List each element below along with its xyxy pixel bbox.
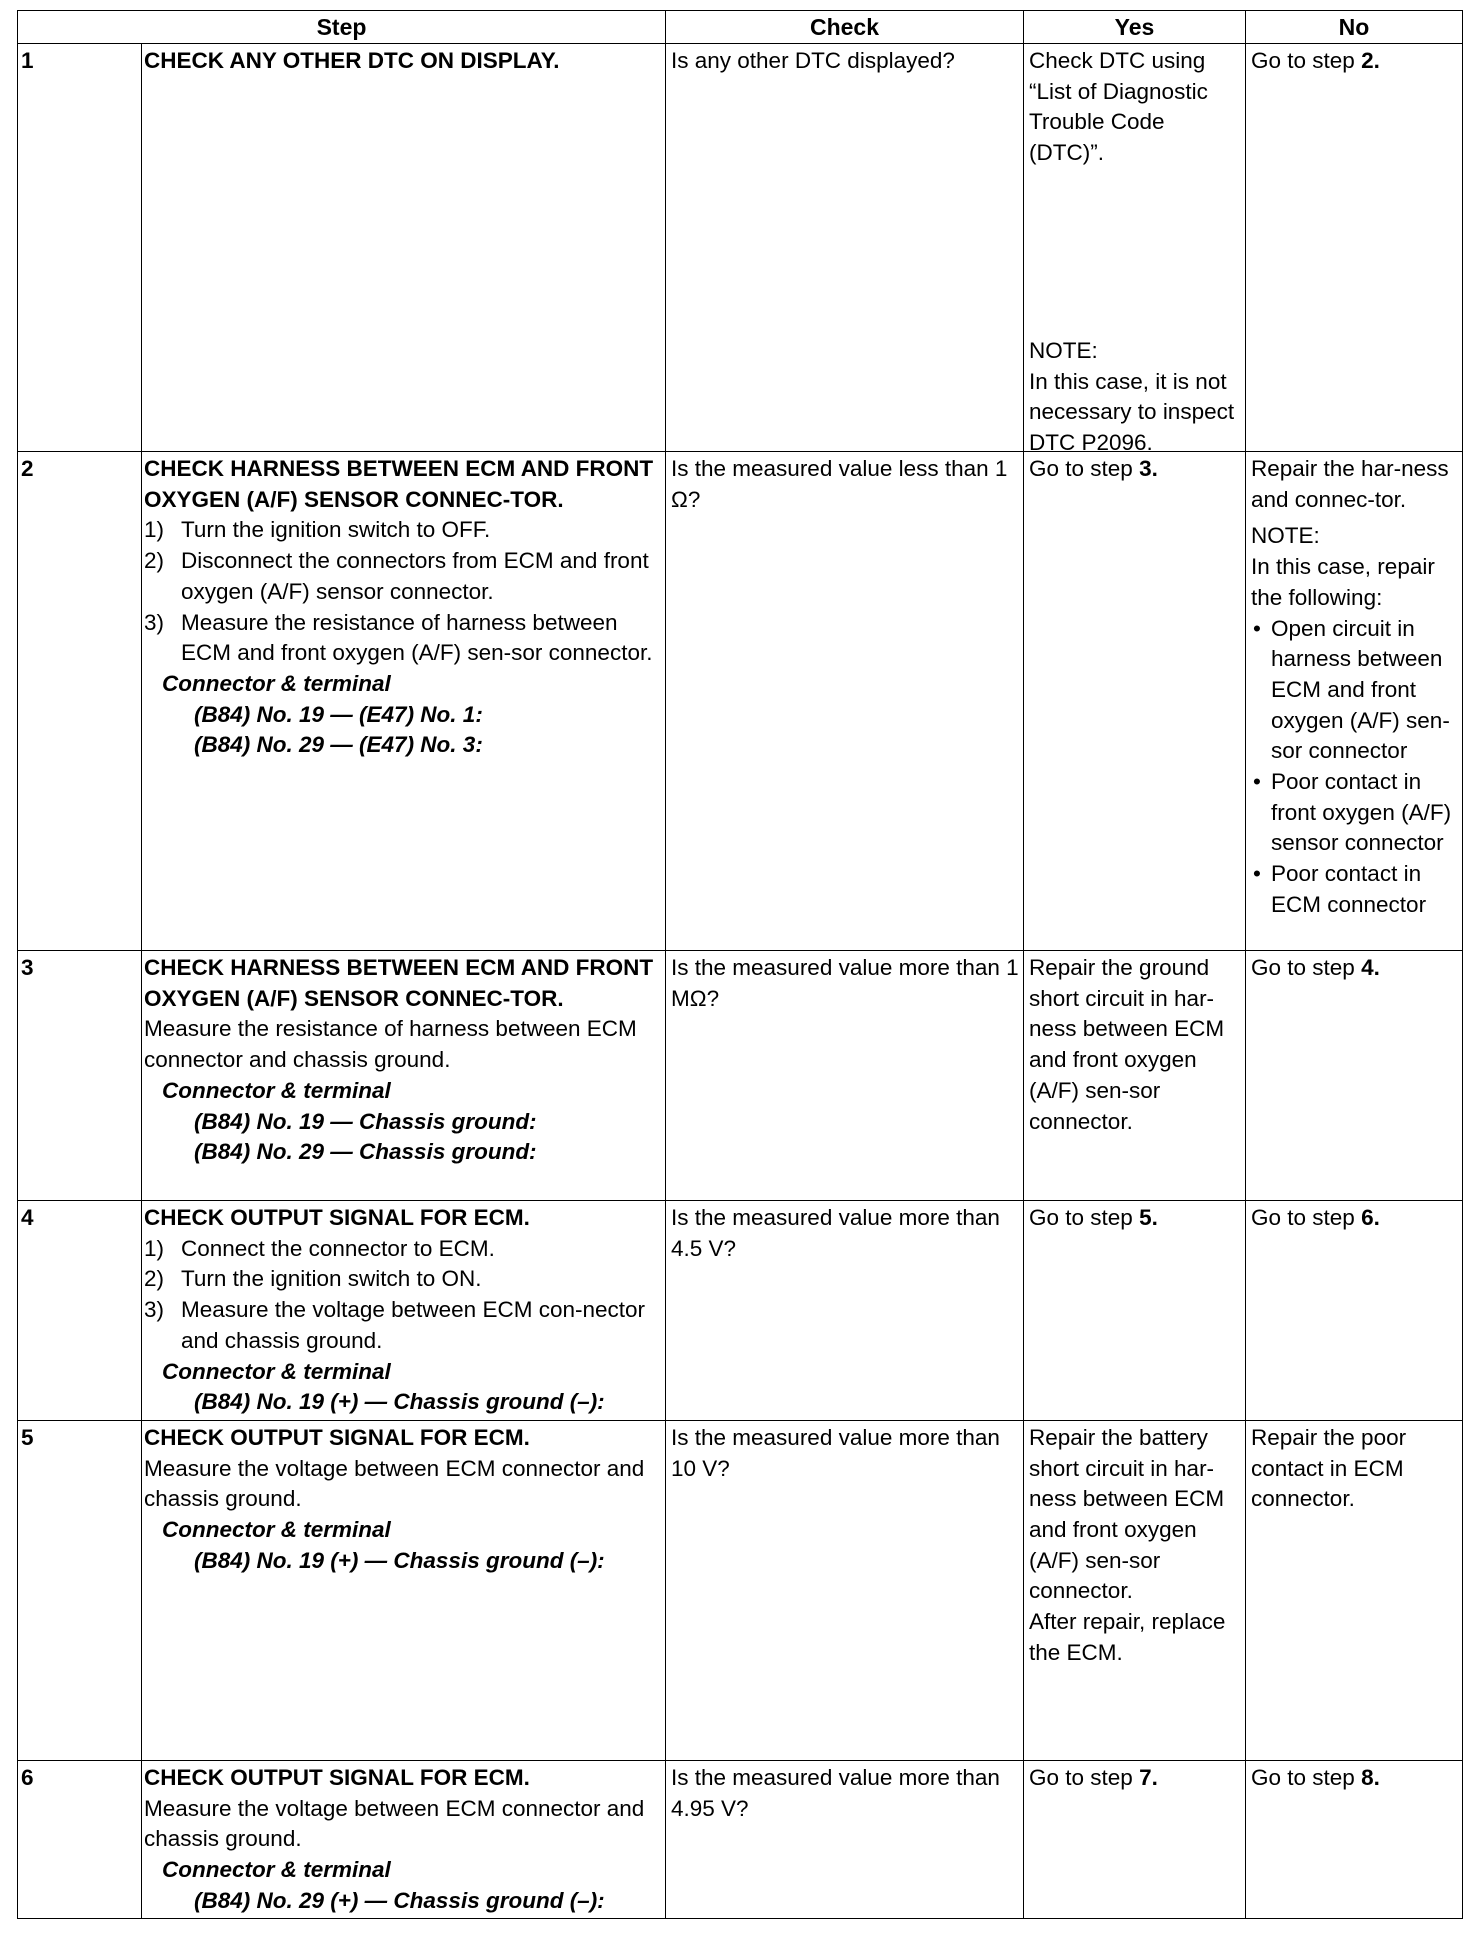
step-cell	[142, 1201, 666, 1421]
bullet-text: Open circuit in harness between ECM and front oxygen (A/F) sen-sor connector	[1271, 615, 1450, 764]
note-label: NOTE:	[1251, 523, 1320, 549]
substep	[144, 1234, 659, 1265]
step-description: Measure the resistance of harness between ECM connector and chassis ground.	[144, 1016, 637, 1073]
connector-label: Connector & terminal	[162, 1517, 391, 1543]
yes-note-block	[1029, 336, 1241, 459]
substep-text: Measure the resistance of harness between ECM and front oxygen (A/F) sen-sor connector.	[181, 609, 653, 666]
check-cell: Is the measured value less than 1 Ω?	[666, 452, 1024, 951]
yes-text: Check DTC using “List of Diagnostic Trouble Code (DTC)”.	[1029, 48, 1208, 166]
substep-text: Measure the voltage between ECM con-nector and chassis ground.	[181, 1297, 645, 1353]
no-cell	[1246, 452, 1463, 951]
substep-text: Turn the ignition switch to ON.	[181, 1266, 482, 1292]
step-cell	[142, 44, 666, 452]
substep	[144, 546, 659, 607]
bullet-item	[1251, 767, 1460, 859]
substep-number: 2)	[144, 1266, 165, 1292]
goto-text: Go to step	[1251, 1764, 1362, 1790]
step-row-5	[18, 1420, 1463, 1760]
substep	[144, 515, 659, 546]
step-title: CHECK OUTPUT SIGNAL FOR ECM.	[144, 1424, 530, 1450]
step-number: 4	[18, 1201, 142, 1421]
header-yes: Yes	[1024, 11, 1246, 44]
yes-cell	[1024, 1420, 1246, 1760]
step-title: CHECK HARNESS BETWEEN ECM AND FRONT OXYGEN (A/F) SENSOR CONNEC-TOR.	[144, 456, 654, 512]
goto-text: Go to step	[1251, 955, 1362, 980]
substep-number: 3)	[144, 1297, 165, 1323]
header-step: Step	[18, 11, 666, 44]
goto-text: Go to step	[1251, 48, 1362, 73]
substep-number: 2)	[144, 548, 165, 574]
connector-label: Connector & terminal	[162, 1857, 391, 1883]
goto-step-ref: 6.	[1361, 1205, 1380, 1230]
connector-label: Connector & terminal	[162, 670, 391, 696]
yes-after-text: After repair, replace the ECM.	[1029, 1609, 1226, 1665]
substep	[144, 608, 659, 669]
yes-cell	[1024, 1760, 1246, 1919]
step-cell	[142, 951, 666, 1201]
substep-list	[144, 1234, 659, 1357]
yes-cell	[1024, 44, 1246, 456]
step-title: CHECK ANY OTHER DTC ON DISPLAY.	[144, 48, 560, 73]
connector-label: Connector & terminal	[162, 1077, 391, 1103]
header-no: No	[1246, 11, 1463, 44]
check-cell: Is any other DTC displayed?	[666, 44, 1024, 452]
step-description: Measure the voltage between ECM connector and chassis ground.	[144, 1795, 645, 1852]
no-cell	[1246, 1760, 1463, 1919]
goto-step-ref: 2.	[1361, 48, 1380, 73]
connector-terminal: (B84) No. 29 — (E47) No. 3:	[194, 732, 483, 758]
yes-cell	[1024, 1201, 1246, 1421]
connector-terminal: (B84) No. 19 (+) — Chassis ground (–):	[194, 1389, 605, 1415]
goto-text: Go to step	[1251, 1205, 1362, 1230]
step-row-3	[18, 951, 1463, 1201]
step-number: 3	[18, 951, 142, 1201]
connector-terminal: (B84) No. 19 — Chassis ground:	[194, 1108, 537, 1134]
substep-text: Turn the ignition switch to OFF.	[181, 517, 491, 543]
step-title: CHECK HARNESS BETWEEN ECM AND FRONT OXYGEN (A/F) SENSOR CONNEC-TOR.	[144, 955, 654, 1011]
note-text: In this case, repair the following:	[1251, 554, 1435, 610]
goto-text: Go to step	[1029, 456, 1140, 481]
goto-text: Go to step	[1029, 1205, 1140, 1230]
bullet-text: Poor contact in ECM connector	[1271, 861, 1427, 917]
step-cell	[142, 1760, 666, 1919]
header-check: Check	[666, 11, 1024, 44]
no-text: Repair the har-ness and connec-tor.	[1251, 456, 1449, 512]
goto-step-ref: 8.	[1361, 1764, 1380, 1790]
connector-terminal: (B84) No. 19 — (E47) No. 1:	[194, 701, 483, 727]
goto-step-ref: 5.	[1139, 1205, 1158, 1230]
substep-number: 3)	[144, 609, 165, 635]
step-row-1	[18, 44, 1463, 452]
yes-cell	[1024, 452, 1246, 951]
yes-cell: Repair the ground short circuit in har-ness between ECM and front oxygen (A/F) sen-sor connector.	[1024, 951, 1246, 1201]
bullet-icon: •	[1253, 769, 1261, 795]
substep-number: 1)	[144, 1235, 165, 1261]
check-cell: Is the measured value more than 10 V?	[666, 1420, 1024, 1760]
step-row-4	[18, 1201, 1463, 1421]
no-cell	[1246, 44, 1463, 452]
substep	[144, 1295, 659, 1356]
bullet-icon: •	[1253, 861, 1261, 887]
goto-step-ref: 3.	[1139, 456, 1158, 481]
check-cell: Is the measured value more than 4.95 V?	[666, 1760, 1024, 1919]
connector-terminal: (B84) No. 29 — Chassis ground:	[194, 1139, 537, 1165]
step-description: Measure the voltage between ECM connector and chassis ground.	[144, 1455, 645, 1512]
goto-step-ref: 4.	[1361, 955, 1380, 980]
substep-number: 1)	[144, 517, 165, 543]
check-cell: Is the measured value more than 4.5 V?	[666, 1201, 1024, 1421]
substep	[144, 1264, 659, 1295]
goto-step-ref: 7.	[1139, 1764, 1158, 1790]
no-cell	[1246, 1201, 1463, 1421]
substep-list	[144, 515, 659, 669]
diagnostic-table	[17, 10, 1463, 1919]
step-row-6	[18, 1760, 1463, 1919]
bullet-item	[1251, 859, 1460, 920]
step-title: CHECK OUTPUT SIGNAL FOR ECM.	[144, 1205, 530, 1230]
no-cell	[1246, 951, 1463, 1201]
connector-label: Connector & terminal	[162, 1358, 391, 1384]
step-cell	[142, 452, 666, 951]
step-number: 5	[18, 1420, 142, 1760]
no-cell: Repair the poor contact in ECM connector.	[1246, 1420, 1463, 1760]
step-number: 6	[18, 1760, 142, 1919]
step-number: 2	[18, 452, 142, 951]
substep-text: Disconnect the connectors from ECM and front oxygen (A/F) sensor connector.	[181, 548, 649, 604]
step-row-2	[18, 452, 1463, 951]
step-cell	[142, 1420, 666, 1760]
yes-text: Repair the battery short circuit in har-ness between ECM and front oxygen (A/F) sen-sor connector.	[1029, 1424, 1225, 1604]
substep-text: Connect the connector to ECM.	[181, 1235, 495, 1261]
connector-terminal: (B84) No. 19 (+) — Chassis ground (–):	[194, 1547, 605, 1573]
bullet-icon: •	[1253, 615, 1261, 641]
step-number: 1	[18, 44, 142, 452]
bullet-text: Poor contact in front oxygen (A/F) sensor connector	[1271, 769, 1452, 856]
goto-text: Go to step	[1029, 1764, 1140, 1790]
check-cell: Is the measured value more than 1 MΩ?	[666, 951, 1024, 1201]
bullet-item	[1251, 614, 1460, 768]
header-row	[18, 11, 1463, 44]
note-text: In this case, it is not necessary to inspect DTC P2096.	[1029, 368, 1235, 456]
note-label: NOTE:	[1029, 338, 1098, 363]
step-title: CHECK OUTPUT SIGNAL FOR ECM.	[144, 1764, 530, 1790]
connector-terminal: (B84) No. 29 (+) — Chassis ground (–):	[194, 1887, 605, 1913]
